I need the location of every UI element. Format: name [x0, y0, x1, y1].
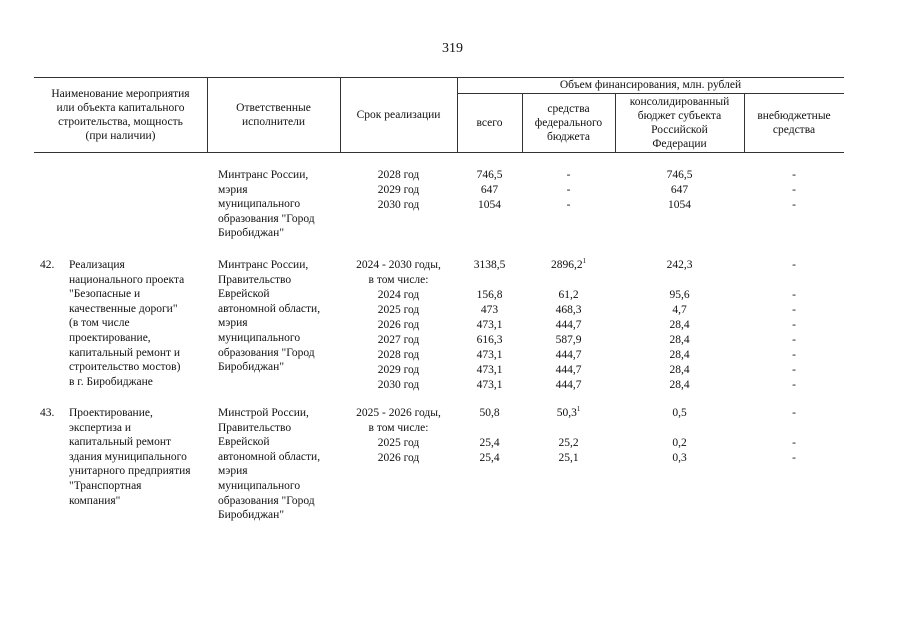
item43-number: 43. [40, 407, 55, 419]
item42-row-federal: 444,7 [555, 379, 582, 391]
item42-name: Реализация национального проекта "Безопасные и качественные дороги" (в том числе проектирование, капитальный ремонт и строительство мостов) в г. Биробиджане [69, 259, 185, 388]
item43-federal [522, 406, 615, 421]
item42-row-federal: 444,7 [555, 319, 582, 331]
item42-row-period: 2030 год [377, 379, 420, 391]
item42-federal-value: 2896,2 [550, 259, 583, 271]
table-header-bottom-border [34, 152, 844, 153]
continuation-federal: - [566, 184, 571, 196]
continuation-total: 647 [480, 184, 499, 196]
continuation-extra: - [792, 169, 796, 181]
item43-row-regional: 0,2 [672, 437, 687, 449]
item42-row-extra: - [792, 289, 796, 301]
item42-row-total: 473,1 [476, 364, 503, 376]
item42-extra: - [792, 259, 796, 271]
item42-row-federal: 587,9 [555, 334, 582, 346]
header-responsible: Ответственные исполнители [236, 101, 311, 128]
item42-row-federal: 444,7 [555, 364, 582, 376]
item42-row-period: 2027 год [377, 334, 420, 346]
item42-row-period: 2028 год [377, 349, 420, 361]
continuation-regional: 746,5 [666, 169, 693, 181]
item42-row-extra: - [792, 334, 796, 346]
continuation-federal: - [566, 199, 571, 211]
item42-total: 3138,5 [473, 259, 506, 271]
item42-period-main: 2024 - 2030 годы, [356, 259, 441, 271]
item42-number: 42. [40, 259, 55, 271]
continuation-extra: - [792, 184, 796, 196]
header-federal: средства федерального бюджета [534, 102, 603, 144]
item42-row-extra: - [792, 319, 796, 331]
item42-regional: 242,3 [666, 259, 693, 271]
header-period: Срок реализации [356, 108, 441, 121]
item43-regional: 0,5 [672, 407, 687, 419]
item43-row-federal: 25,2 [558, 437, 579, 449]
item42-row-total: 473,1 [476, 349, 503, 361]
continuation-period: 2028 год [377, 169, 420, 181]
continuation-federal: - [566, 169, 571, 181]
item42-period-sub: в том числе: [368, 274, 429, 286]
item43-responsible: Минстрой России, Правительство Еврейской автономной области, мэрия муниципального образования "Город Биробиджан" [218, 407, 321, 522]
item42-row-regional: 28,4 [669, 364, 690, 376]
item42-row-regional: 28,4 [669, 334, 690, 346]
item43-row-total: 25,4 [479, 452, 500, 464]
continuation-total: 1054 [478, 199, 501, 211]
item43-period-sub: в том числе: [368, 422, 429, 434]
item42-row-extra: - [792, 379, 796, 391]
item42-row-regional: 4,7 [672, 304, 687, 316]
item43-row-federal: 25,1 [558, 452, 579, 464]
item43-federal-value: 50,3 [556, 407, 577, 419]
header-extrabudget: внебюджетные средства [757, 109, 831, 136]
item42-row-total: 473,1 [476, 379, 503, 391]
continuation-responsible: Минтранс России, мэрия муниципального образования "Город Биробиджан" [218, 169, 315, 240]
item42-row-regional: 95,6 [669, 289, 690, 301]
header-financing-group: Объем финансирования, млн. рублей [559, 79, 742, 92]
item42-row-extra: - [792, 304, 796, 316]
item42-row-extra: - [792, 364, 796, 376]
item42-row-total: 156,8 [476, 289, 503, 301]
item42-row-period: 2029 год [377, 364, 420, 376]
item42-row-period: 2026 год [377, 319, 420, 331]
item42-row-regional: 28,4 [669, 379, 690, 391]
item43-row-regional: 0,3 [672, 452, 687, 464]
item42-row-period: 2024 год [377, 289, 420, 301]
item42-row-total: 473,1 [476, 319, 503, 331]
header-total: всего [476, 116, 503, 129]
continuation-total: 746,5 [476, 169, 503, 181]
item42-row-period: 2025 год [377, 304, 420, 316]
item42-row-regional: 28,4 [669, 349, 690, 361]
item43-period-main: 2025 - 2026 годы, [356, 407, 441, 419]
continuation-regional: 1054 [668, 199, 691, 211]
item42-row-federal: 468,3 [555, 304, 582, 316]
page-number: 319 [442, 41, 463, 56]
item43-row-period: 2025 год [377, 437, 420, 449]
item43-row-total: 25,4 [479, 437, 500, 449]
item42-row-federal: 444,7 [555, 349, 582, 361]
item42-row-total: 473 [480, 304, 499, 316]
header-consolidated: консолидированный бюджет субъекта Российской Федерации [629, 95, 730, 151]
item43-row-extra: - [792, 437, 796, 449]
continuation-regional: 647 [670, 184, 689, 196]
item42-row-federal: 61,2 [558, 289, 579, 301]
item42-row-extra: - [792, 349, 796, 361]
item43-total: 50,8 [479, 407, 500, 419]
item42-row-total: 616,3 [476, 334, 503, 346]
item43-row-period: 2026 год [377, 452, 420, 464]
continuation-period: 2029 год [377, 184, 420, 196]
item42-responsible: Минтранс России, Правительство Еврейской автономной области, мэрия муниципального образования "Город Биробиджан" [218, 259, 321, 374]
item43-row-extra: - [792, 452, 796, 464]
item42-row-regional: 28,4 [669, 319, 690, 331]
continuation-period: 2030 год [377, 199, 420, 211]
header-name: Наименование мероприятия или объекта капитального строительства, мощность (при наличии) [51, 87, 190, 143]
item42-federal [522, 258, 615, 273]
item42-federal-footnote: 1 [582, 257, 587, 265]
item43-federal-footnote: 1 [576, 405, 581, 413]
continuation-extra: - [792, 199, 796, 211]
item43-extra: - [792, 407, 796, 419]
item43-name: Проектирование, экспертиза и капитальный ремонт здания муниципального унитарного предприятия "Транспортная компания" [69, 407, 191, 507]
